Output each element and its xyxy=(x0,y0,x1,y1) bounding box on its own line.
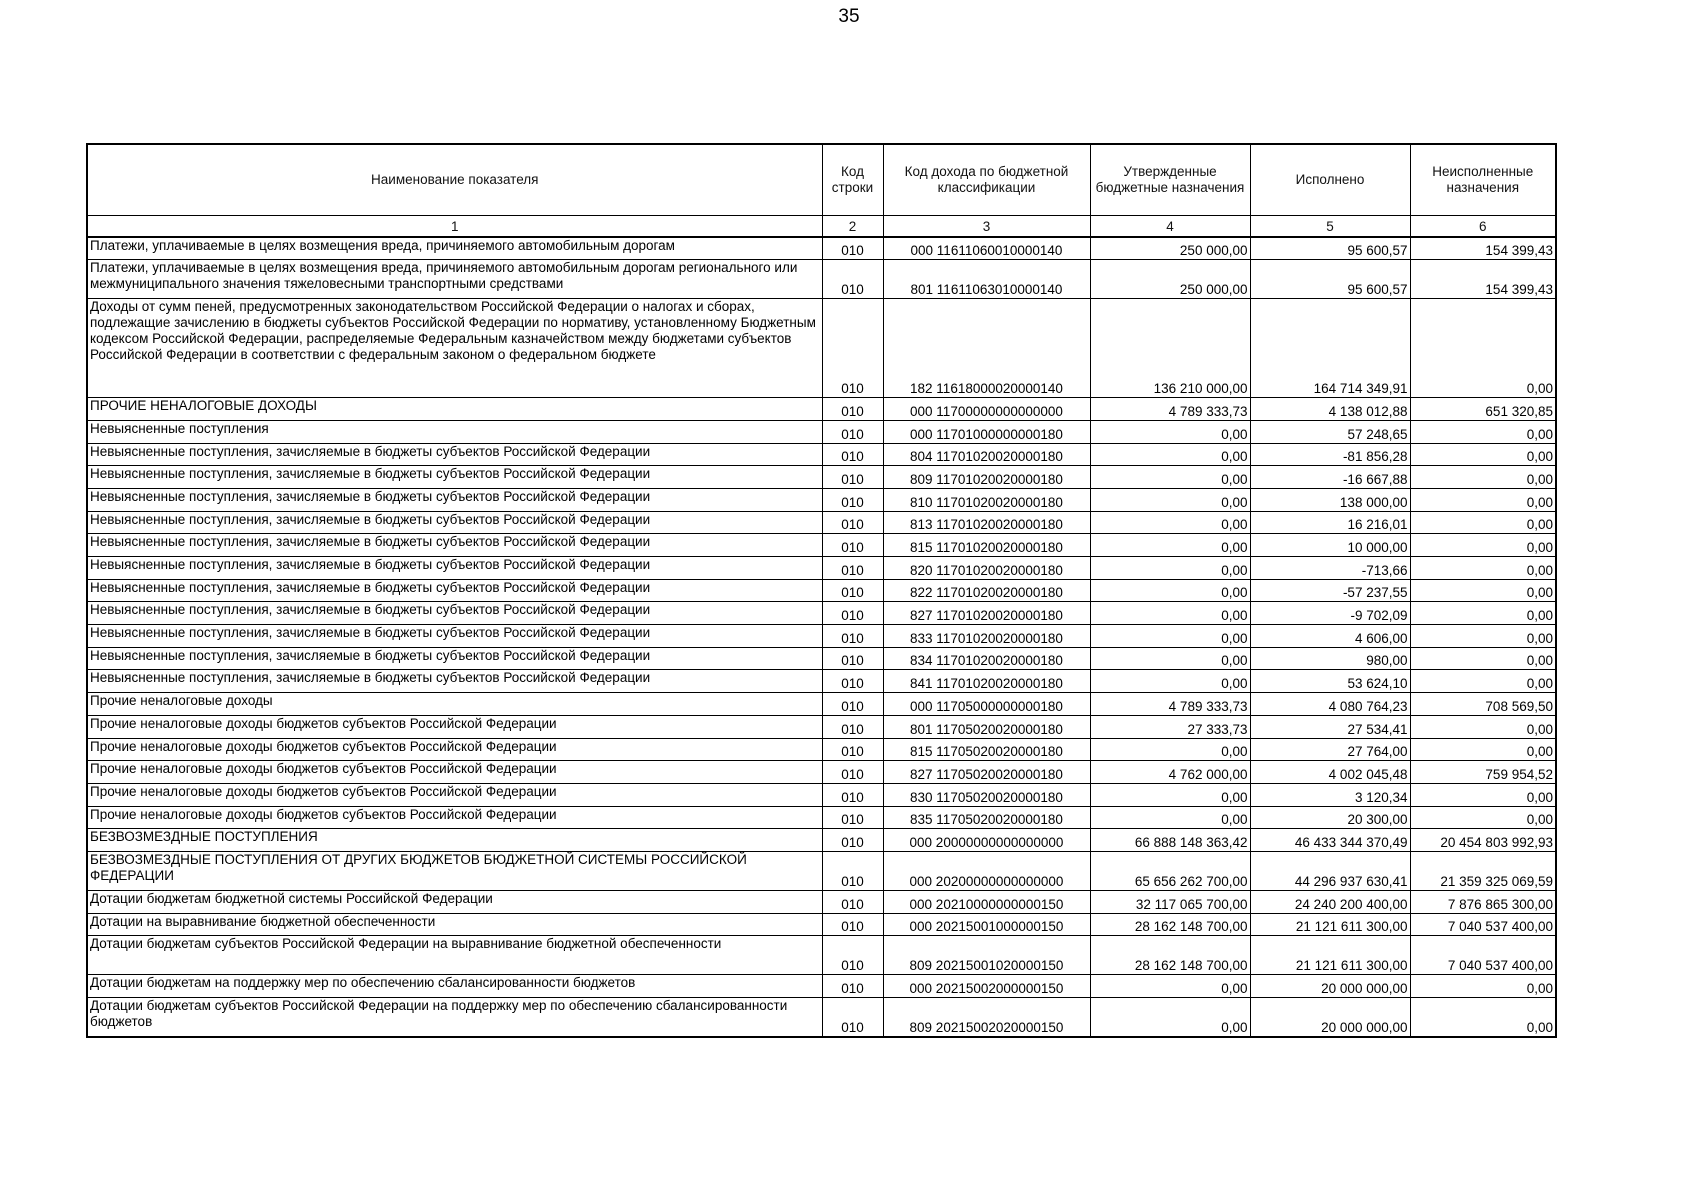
table-row xyxy=(87,693,1556,716)
row-name: Невыясненные поступления, зачисляемые в бюджеты субъектов Российской Федерации xyxy=(87,534,822,557)
income-code: 809 20215001020000150 xyxy=(883,936,1090,975)
table-row xyxy=(87,761,1556,784)
row-code: 010 xyxy=(822,890,883,913)
unexecuted-amount: 0,00 xyxy=(1410,806,1556,829)
unexecuted-amount: 0,00 xyxy=(1410,738,1556,761)
executed-amount: 10 000,00 xyxy=(1250,534,1410,557)
unexecuted-amount: 0,00 xyxy=(1410,715,1556,738)
income-code: 000 11611060010000140 xyxy=(883,237,1090,260)
executed-amount: -713,66 xyxy=(1250,557,1410,580)
table-row xyxy=(87,466,1556,489)
unexecuted-amount: 0,00 xyxy=(1410,579,1556,602)
executed-amount: 95 600,57 xyxy=(1250,260,1410,299)
header-row-code: Код строки xyxy=(822,144,883,216)
approved-amount: 0,00 xyxy=(1090,647,1250,670)
approved-amount: 27 333,73 xyxy=(1090,715,1250,738)
income-code: 809 11701020020000180 xyxy=(883,466,1090,489)
column-number: 2 xyxy=(822,216,883,238)
report-body xyxy=(87,237,1556,1037)
row-name: Невыясненные поступления, зачисляемые в бюджеты субъектов Российской Федерации xyxy=(87,647,822,670)
approved-amount: 0,00 xyxy=(1090,557,1250,580)
executed-amount: 20 000 000,00 xyxy=(1250,975,1410,998)
row-name: Дотации бюджетам субъектов Российской Федерации на выравнивание бюджетной обеспеченности xyxy=(87,936,822,975)
executed-amount: 164 714 349,91 xyxy=(1250,299,1410,398)
row-name: БЕЗВОЗМЕЗДНЫЕ ПОСТУПЛЕНИЯ ОТ ДРУГИХ БЮДЖЕТОВ БЮДЖЕТНОЙ СИСТЕМЫ РОССИЙСКОЙ ФЕДЕРАЦИИ xyxy=(87,851,822,890)
row-code: 010 xyxy=(822,693,883,716)
row-code: 010 xyxy=(822,738,883,761)
unexecuted-amount: 759 954,52 xyxy=(1410,761,1556,784)
row-name: Прочие неналоговые доходы xyxy=(87,693,822,716)
table-row xyxy=(87,715,1556,738)
column-number-row xyxy=(87,216,1556,238)
row-code: 010 xyxy=(822,975,883,998)
approved-amount: 0,00 xyxy=(1090,738,1250,761)
executed-amount: 16 216,01 xyxy=(1250,511,1410,534)
table-row xyxy=(87,260,1556,299)
unexecuted-amount: 0,00 xyxy=(1410,783,1556,806)
row-code: 010 xyxy=(822,579,883,602)
table-row xyxy=(87,557,1556,580)
row-name: Дотации бюджетам на поддержку мер по обеспечению сбалансированности бюджетов xyxy=(87,975,822,998)
row-code: 010 xyxy=(822,625,883,648)
header-approved: Утвержденные бюджетные назначения xyxy=(1090,144,1250,216)
row-name: Невыясненные поступления, зачисляемые в бюджеты субъектов Российской Федерации xyxy=(87,625,822,648)
unexecuted-amount: 154 399,43 xyxy=(1410,260,1556,299)
row-code: 010 xyxy=(822,715,883,738)
approved-amount: 250 000,00 xyxy=(1090,260,1250,299)
unexecuted-amount: 708 569,50 xyxy=(1410,693,1556,716)
income-code: 809 20215002020000150 xyxy=(883,998,1090,1037)
executed-amount: 95 600,57 xyxy=(1250,237,1410,260)
header-executed: Исполнено xyxy=(1250,144,1410,216)
income-code: 000 20210000000000150 xyxy=(883,890,1090,913)
row-code: 010 xyxy=(822,557,883,580)
table-row xyxy=(87,602,1556,625)
row-name: Невыясненные поступления, зачисляемые в бюджеты субъектов Российской Федерации xyxy=(87,557,822,580)
table-row xyxy=(87,647,1556,670)
executed-amount: 4 080 764,23 xyxy=(1250,693,1410,716)
unexecuted-amount: 7 040 537 400,00 xyxy=(1410,913,1556,936)
income-code: 820 11701020020000180 xyxy=(883,557,1090,580)
header-name: Наименование показателя xyxy=(87,144,822,216)
table-row xyxy=(87,299,1556,398)
approved-amount: 65 656 262 700,00 xyxy=(1090,851,1250,890)
row-code: 010 xyxy=(822,443,883,466)
income-code: 841 11701020020000180 xyxy=(883,670,1090,693)
row-code: 010 xyxy=(822,998,883,1037)
row-name: Прочие неналоговые доходы бюджетов субъектов Российской Федерации xyxy=(87,783,822,806)
row-code: 010 xyxy=(822,488,883,511)
row-code: 010 xyxy=(822,260,883,299)
executed-amount: 53 624,10 xyxy=(1250,670,1410,693)
unexecuted-amount: 0,00 xyxy=(1410,557,1556,580)
income-code: 000 11705000000000180 xyxy=(883,693,1090,716)
executed-amount: -16 667,88 xyxy=(1250,466,1410,489)
table-row xyxy=(87,420,1556,443)
row-code: 010 xyxy=(822,398,883,421)
row-name: Платежи, уплачиваемые в целях возмещения вреда, причиняемого автомобильным дорогам регионального или межмуниципального значения тяжеловесными транспортными средствами xyxy=(87,260,822,299)
table-row xyxy=(87,625,1556,648)
approved-amount: 136 210 000,00 xyxy=(1090,299,1250,398)
row-name: Прочие неналоговые доходы бюджетов субъектов Российской Федерации xyxy=(87,715,822,738)
unexecuted-amount: 0,00 xyxy=(1410,670,1556,693)
table-row xyxy=(87,936,1556,975)
row-code: 010 xyxy=(822,647,883,670)
table-row xyxy=(87,398,1556,421)
table-row xyxy=(87,913,1556,936)
row-code: 010 xyxy=(822,602,883,625)
executed-amount: 4 002 045,48 xyxy=(1250,761,1410,784)
income-code: 000 20200000000000000 xyxy=(883,851,1090,890)
unexecuted-amount: 20 454 803 992,93 xyxy=(1410,829,1556,852)
unexecuted-amount: 0,00 xyxy=(1410,602,1556,625)
unexecuted-amount: 0,00 xyxy=(1410,647,1556,670)
executed-amount: 4 606,00 xyxy=(1250,625,1410,648)
table-row xyxy=(87,534,1556,557)
row-name: Невыясненные поступления, зачисляемые в бюджеты субъектов Российской Федерации xyxy=(87,579,822,602)
income-code: 000 20000000000000000 xyxy=(883,829,1090,852)
executed-amount: 3 120,34 xyxy=(1250,783,1410,806)
executed-amount: -9 702,09 xyxy=(1250,602,1410,625)
approved-amount: 32 117 065 700,00 xyxy=(1090,890,1250,913)
unexecuted-amount: 0,00 xyxy=(1410,534,1556,557)
row-code: 010 xyxy=(822,806,883,829)
income-code: 000 20215001000000150 xyxy=(883,913,1090,936)
approved-amount: 4 762 000,00 xyxy=(1090,761,1250,784)
executed-amount: 20 300,00 xyxy=(1250,806,1410,829)
unexecuted-amount: 0,00 xyxy=(1410,625,1556,648)
executed-amount: 4 138 012,88 xyxy=(1250,398,1410,421)
approved-amount: 28 162 148 700,00 xyxy=(1090,913,1250,936)
row-code: 010 xyxy=(822,420,883,443)
table-row xyxy=(87,851,1556,890)
executed-amount: 138 000,00 xyxy=(1250,488,1410,511)
executed-amount: 24 240 200 400,00 xyxy=(1250,890,1410,913)
table-row xyxy=(87,783,1556,806)
unexecuted-amount: 0,00 xyxy=(1410,511,1556,534)
approved-amount: 0,00 xyxy=(1090,975,1250,998)
row-name: Невыясненные поступления, зачисляемые в бюджеты субъектов Российской Федерации xyxy=(87,511,822,534)
row-code: 010 xyxy=(822,511,883,534)
row-code: 010 xyxy=(822,783,883,806)
table-row xyxy=(87,738,1556,761)
column-number: 1 xyxy=(87,216,822,238)
table-row xyxy=(87,237,1556,260)
table-row xyxy=(87,975,1556,998)
row-code: 010 xyxy=(822,670,883,693)
approved-amount: 4 789 333,73 xyxy=(1090,693,1250,716)
income-code: 827 11701020020000180 xyxy=(883,602,1090,625)
income-code: 182 11618000020000140 xyxy=(883,299,1090,398)
executed-amount: 27 534,41 xyxy=(1250,715,1410,738)
unexecuted-amount: 0,00 xyxy=(1410,488,1556,511)
approved-amount: 0,00 xyxy=(1090,625,1250,648)
income-code: 815 11705020020000180 xyxy=(883,738,1090,761)
executed-amount: 980,00 xyxy=(1250,647,1410,670)
unexecuted-amount: 7 040 537 400,00 xyxy=(1410,936,1556,975)
row-name: Дотации бюджетам бюджетной системы Российской Федерации xyxy=(87,890,822,913)
approved-amount: 0,00 xyxy=(1090,466,1250,489)
row-code: 010 xyxy=(822,913,883,936)
row-name: Доходы от сумм пеней, предусмотренных законодательством Российской Федерации о налогах и сборах, подлежащие зачислению в бюджеты субъектов Российской Федерации по нормативу, установленному Бюджетным кодексом Российской Федерации, распределяемые Федеральным казначейством между бюджетами субъектов Российской Федерации в соответствии с федеральным законом о федеральном бюджете xyxy=(87,299,822,398)
row-name: ПРОЧИЕ НЕНАЛОГОВЫЕ ДОХОДЫ xyxy=(87,398,822,421)
row-code: 010 xyxy=(822,829,883,852)
income-code: 830 11705020020000180 xyxy=(883,783,1090,806)
income-code: 822 11701020020000180 xyxy=(883,579,1090,602)
row-name: Платежи, уплачиваемые в целях возмещения вреда, причиняемого автомобильным дорогам xyxy=(87,237,822,260)
executed-amount: 44 296 937 630,41 xyxy=(1250,851,1410,890)
unexecuted-amount: 0,00 xyxy=(1410,420,1556,443)
row-name: Невыясненные поступления xyxy=(87,420,822,443)
row-name: Прочие неналоговые доходы бюджетов субъектов Российской Федерации xyxy=(87,761,822,784)
row-code: 010 xyxy=(822,851,883,890)
approved-amount: 0,00 xyxy=(1090,806,1250,829)
approved-amount: 0,00 xyxy=(1090,998,1250,1037)
header-income-code: Код дохода по бюджетной классификации xyxy=(883,144,1090,216)
table-row xyxy=(87,670,1556,693)
income-code: 815 11701020020000180 xyxy=(883,534,1090,557)
executed-amount: 20 000 000,00 xyxy=(1250,998,1410,1037)
approved-amount: 0,00 xyxy=(1090,420,1250,443)
row-name: Невыясненные поступления, зачисляемые в бюджеты субъектов Российской Федерации xyxy=(87,443,822,466)
row-code: 010 xyxy=(822,534,883,557)
unexecuted-amount: 0,00 xyxy=(1410,998,1556,1037)
approved-amount: 0,00 xyxy=(1090,670,1250,693)
row-code: 010 xyxy=(822,936,883,975)
table-row xyxy=(87,488,1556,511)
income-code: 000 11701000000000180 xyxy=(883,420,1090,443)
row-name: Дотации на выравнивание бюджетной обеспеченности xyxy=(87,913,822,936)
column-number: 5 xyxy=(1250,216,1410,238)
table-row xyxy=(87,511,1556,534)
income-code: 801 11705020020000180 xyxy=(883,715,1090,738)
row-code: 010 xyxy=(822,466,883,489)
row-name: Невыясненные поступления, зачисляемые в бюджеты субъектов Российской Федерации xyxy=(87,488,822,511)
approved-amount: 66 888 148 363,42 xyxy=(1090,829,1250,852)
executed-amount: -81 856,28 xyxy=(1250,443,1410,466)
executed-amount: -57 237,55 xyxy=(1250,579,1410,602)
executed-amount: 57 248,65 xyxy=(1250,420,1410,443)
income-code: 835 11705020020000180 xyxy=(883,806,1090,829)
table-row xyxy=(87,443,1556,466)
header-unexecuted: Неисполненные назначения xyxy=(1410,144,1556,216)
income-code: 804 11701020020000180 xyxy=(883,443,1090,466)
row-code: 010 xyxy=(822,761,883,784)
table-row xyxy=(87,998,1556,1037)
unexecuted-amount: 651 320,85 xyxy=(1410,398,1556,421)
column-number: 6 xyxy=(1410,216,1556,238)
income-code: 827 11705020020000180 xyxy=(883,761,1090,784)
header-row xyxy=(87,144,1556,216)
column-number: 3 xyxy=(883,216,1090,238)
row-name: Прочие неналоговые доходы бюджетов субъектов Российской Федерации xyxy=(87,738,822,761)
unexecuted-amount: 0,00 xyxy=(1410,466,1556,489)
row-name: Невыясненные поступления, зачисляемые в бюджеты субъектов Российской Федерации xyxy=(87,466,822,489)
unexecuted-amount: 154 399,43 xyxy=(1410,237,1556,260)
executed-amount: 21 121 611 300,00 xyxy=(1250,913,1410,936)
approved-amount: 0,00 xyxy=(1090,488,1250,511)
column-number: 4 xyxy=(1090,216,1250,238)
row-name: Невыясненные поступления, зачисляемые в бюджеты субъектов Российской Федерации xyxy=(87,602,822,625)
table-row xyxy=(87,829,1556,852)
unexecuted-amount: 21 359 325 069,59 xyxy=(1410,851,1556,890)
unexecuted-amount: 0,00 xyxy=(1410,299,1556,398)
approved-amount: 0,00 xyxy=(1090,783,1250,806)
income-code: 810 11701020020000180 xyxy=(883,488,1090,511)
table-row xyxy=(87,579,1556,602)
executed-amount: 27 764,00 xyxy=(1250,738,1410,761)
approved-amount: 250 000,00 xyxy=(1090,237,1250,260)
approved-amount: 28 162 148 700,00 xyxy=(1090,936,1250,975)
income-code: 801 11611063010000140 xyxy=(883,260,1090,299)
approved-amount: 0,00 xyxy=(1090,579,1250,602)
income-code: 834 11701020020000180 xyxy=(883,647,1090,670)
table-row xyxy=(87,890,1556,913)
row-name: Прочие неналоговые доходы бюджетов субъектов Российской Федерации xyxy=(87,806,822,829)
row-code: 010 xyxy=(822,237,883,260)
page-number: 35 xyxy=(838,6,860,27)
approved-amount: 0,00 xyxy=(1090,602,1250,625)
approved-amount: 0,00 xyxy=(1090,443,1250,466)
unexecuted-amount: 7 876 865 300,00 xyxy=(1410,890,1556,913)
income-code: 813 11701020020000180 xyxy=(883,511,1090,534)
income-code: 000 20215002000000150 xyxy=(883,975,1090,998)
unexecuted-amount: 0,00 xyxy=(1410,975,1556,998)
table-row xyxy=(87,806,1556,829)
row-name: Дотации бюджетам субъектов Российской Федерации на поддержку мер по обеспечению сбалансированности бюджетов xyxy=(87,998,822,1037)
executed-amount: 21 121 611 300,00 xyxy=(1250,936,1410,975)
approved-amount: 4 789 333,73 xyxy=(1090,398,1250,421)
row-name: БЕЗВОЗМЕЗДНЫЕ ПОСТУПЛЕНИЯ xyxy=(87,829,822,852)
income-code: 000 11700000000000000 xyxy=(883,398,1090,421)
unexecuted-amount: 0,00 xyxy=(1410,443,1556,466)
row-name: Невыясненные поступления, зачисляемые в бюджеты субъектов Российской Федерации xyxy=(87,670,822,693)
approved-amount: 0,00 xyxy=(1090,511,1250,534)
row-code: 010 xyxy=(822,299,883,398)
budget-report-table xyxy=(86,143,1557,1038)
approved-amount: 0,00 xyxy=(1090,534,1250,557)
income-code: 833 11701020020000180 xyxy=(883,625,1090,648)
executed-amount: 46 433 344 370,49 xyxy=(1250,829,1410,852)
